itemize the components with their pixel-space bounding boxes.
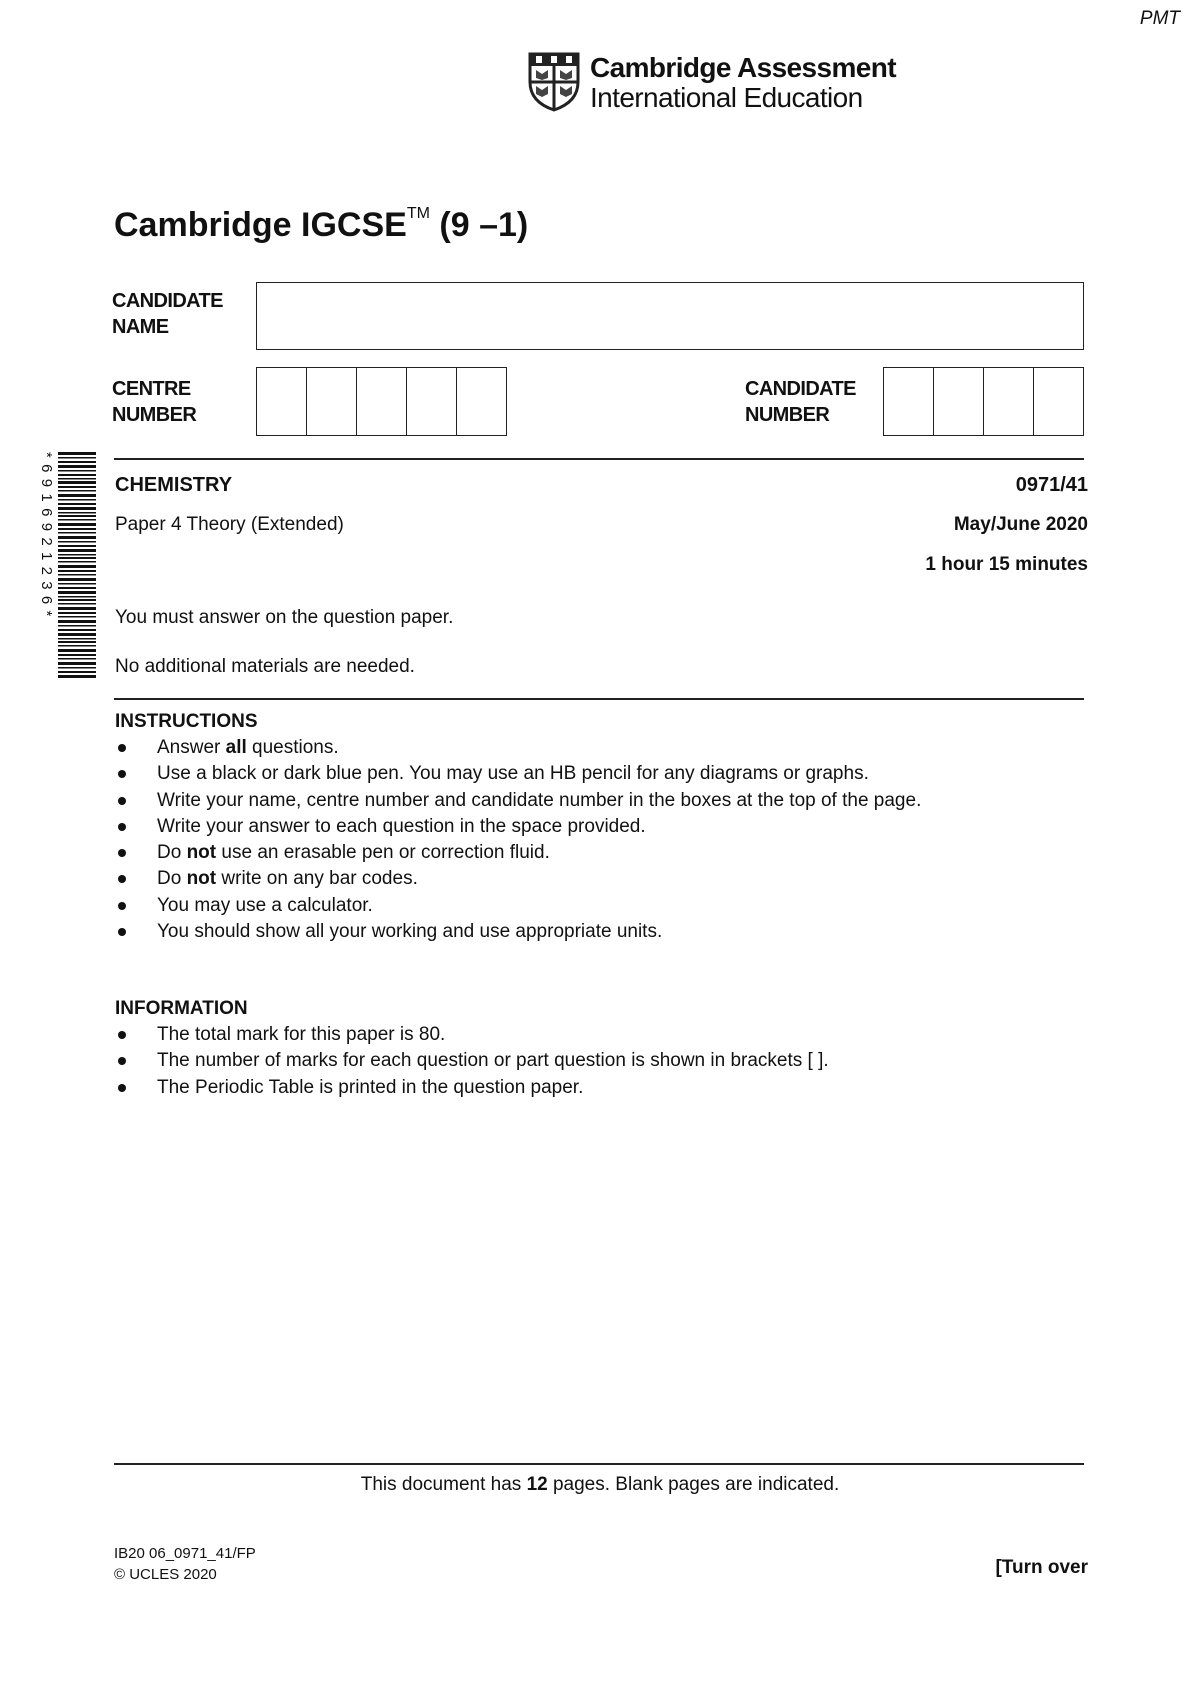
list-item bbox=[115, 814, 921, 840]
instruction-text: Do bbox=[157, 868, 187, 890]
list-item bbox=[115, 919, 921, 945]
exam-session: May/June 2020 bbox=[953, 514, 1088, 535]
information-heading: INFORMATION bbox=[115, 998, 248, 1019]
list-item bbox=[115, 893, 921, 919]
instruction-text: You may use a calculator. bbox=[157, 894, 373, 916]
page-count-number: 12 bbox=[526, 1474, 548, 1495]
materials-note: No additional materials are needed. bbox=[115, 656, 415, 677]
instruction-text: Use a black or dark blue pen. You may use an HB pencil for any diagrams or graphs. bbox=[157, 763, 869, 785]
page-count-text: pages. Blank pages are indicated. bbox=[547, 1474, 840, 1495]
list-item bbox=[115, 1022, 829, 1048]
answer-note: You must answer on the question paper. bbox=[115, 607, 454, 628]
list-item bbox=[115, 1075, 829, 1101]
exam-duration: 1 hour 15 minutes bbox=[925, 554, 1088, 575]
information-text: The number of marks for each question or part question is shown in brackets [ ]. bbox=[157, 1050, 829, 1072]
candidate-name-field[interactable] bbox=[256, 282, 1084, 350]
candidate-number-cell[interactable] bbox=[884, 368, 934, 435]
page-count-text: This document has bbox=[360, 1474, 527, 1495]
candidate-number-cell[interactable] bbox=[984, 368, 1034, 435]
instruction-text: Write your answer to each question in the space provided. bbox=[157, 815, 646, 837]
centre-number-cell[interactable] bbox=[307, 368, 357, 435]
bullet-icon bbox=[118, 823, 126, 831]
logo-line-2: International Education bbox=[590, 82, 863, 113]
centre-number-field bbox=[256, 367, 507, 436]
subject-name: CHEMISTRY bbox=[115, 474, 233, 496]
candidate-number-label-line-1: CANDIDATE bbox=[745, 378, 856, 400]
information-text: The Periodic Table is printed in the question paper. bbox=[157, 1076, 584, 1098]
document-reference: IB20 06_0971_41/FP bbox=[114, 1545, 256, 1562]
bullet-icon bbox=[118, 849, 126, 857]
qualification-title bbox=[114, 205, 528, 245]
logo-line-1: Cambridge Assessment bbox=[590, 52, 896, 83]
candidate-number-cell[interactable] bbox=[1034, 368, 1083, 435]
candidate-number-cell[interactable] bbox=[934, 368, 984, 435]
candidate-number-label bbox=[745, 376, 856, 428]
turn-over-label: [Turn over bbox=[995, 1557, 1088, 1578]
paper-code: 0971/41 bbox=[1015, 474, 1088, 496]
list-item bbox=[115, 788, 921, 814]
instruction-emphasis: not bbox=[186, 868, 217, 890]
crest-shield-icon bbox=[528, 52, 580, 112]
candidate-number-label-line-2: NUMBER bbox=[745, 404, 830, 426]
title-suffix: (9 –1) bbox=[439, 206, 529, 244]
centre-number-cell[interactable] bbox=[357, 368, 407, 435]
centre-number-cell[interactable] bbox=[407, 368, 457, 435]
bullet-icon bbox=[118, 1031, 126, 1039]
instruction-text: write on any bar codes. bbox=[216, 868, 418, 890]
pmt-corner-mark: PMT bbox=[1139, 8, 1180, 29]
candidate-name-label-line-2: NAME bbox=[112, 316, 169, 338]
bullet-icon bbox=[118, 770, 126, 778]
instruction-text: Do bbox=[157, 842, 187, 864]
divider-bottom bbox=[114, 1463, 1084, 1465]
centre-number-label-line-1: CENTRE bbox=[112, 378, 191, 400]
list-item bbox=[115, 1048, 829, 1074]
instructions-list bbox=[115, 735, 921, 945]
centre-number-label-line-2: NUMBER bbox=[112, 404, 197, 426]
bullet-icon bbox=[118, 902, 126, 910]
list-item bbox=[115, 735, 921, 761]
bullet-icon bbox=[118, 797, 126, 805]
instruction-text: use an erasable pen or correction fluid. bbox=[216, 842, 550, 864]
title-text: Cambridge IGCSE bbox=[114, 206, 407, 244]
bullet-icon bbox=[118, 1057, 126, 1065]
candidate-name-label bbox=[112, 288, 223, 340]
trademark-mark: TM bbox=[406, 205, 430, 222]
paper-description: Paper 4 Theory (Extended) bbox=[115, 514, 344, 535]
bullet-icon bbox=[118, 744, 126, 752]
instruction-text: Write your name, centre number and candidate number in the boxes at the top of the page. bbox=[157, 789, 922, 811]
page-count-note bbox=[0, 1474, 1200, 1496]
barcode-number: *6916921236* bbox=[38, 452, 55, 623]
divider-top bbox=[114, 458, 1084, 460]
candidate-number-field bbox=[883, 367, 1084, 436]
instruction-emphasis: all bbox=[225, 737, 247, 758]
list-item bbox=[115, 866, 921, 892]
barcode-icon bbox=[58, 452, 98, 680]
instruction-text: You should show all your working and use appropriate units. bbox=[157, 921, 663, 943]
candidate-name-label-line-1: CANDIDATE bbox=[112, 290, 223, 312]
information-list bbox=[115, 1022, 829, 1101]
instruction-emphasis: not bbox=[186, 842, 217, 864]
divider-middle bbox=[114, 698, 1084, 700]
instructions-heading: INSTRUCTIONS bbox=[115, 711, 258, 732]
bullet-icon bbox=[118, 928, 126, 936]
information-text: The total mark for this paper is 80. bbox=[157, 1024, 446, 1045]
bullet-icon bbox=[118, 1084, 126, 1092]
centre-number-label bbox=[112, 376, 196, 428]
instruction-text: Answer bbox=[157, 737, 226, 758]
centre-number-cell[interactable] bbox=[457, 368, 506, 435]
cambridge-logo bbox=[528, 52, 928, 116]
bullet-icon bbox=[118, 875, 126, 883]
copyright-notice: © UCLES 2020 bbox=[114, 1566, 217, 1583]
centre-number-cell[interactable] bbox=[257, 368, 307, 435]
instruction-text: questions. bbox=[246, 737, 339, 758]
list-item bbox=[115, 761, 921, 787]
list-item bbox=[115, 840, 921, 866]
